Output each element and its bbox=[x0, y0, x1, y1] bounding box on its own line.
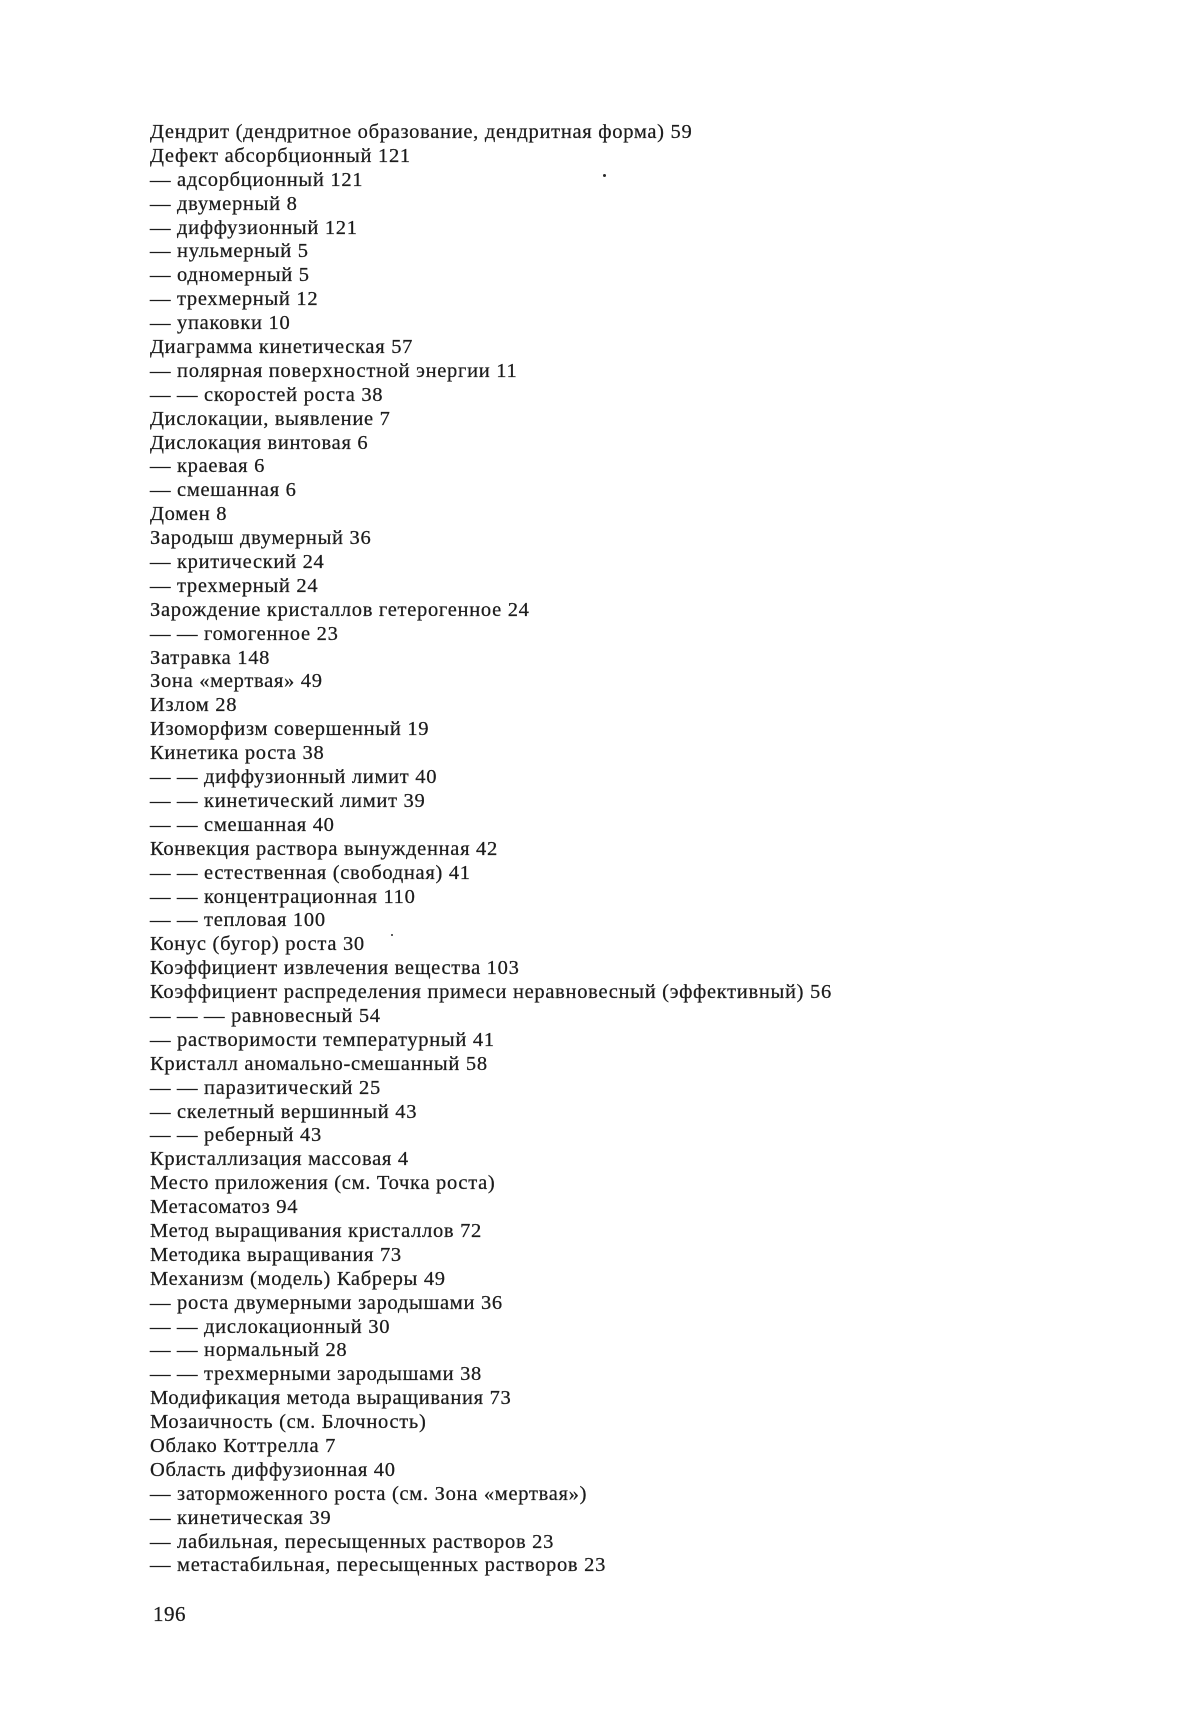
index-entry: Мозаичность (см. Блочность) bbox=[150, 1411, 427, 1434]
index-entry: — полярная поверхностной энергии 11 bbox=[150, 359, 518, 382]
index-entry: — трехмерный 24 bbox=[150, 574, 319, 597]
index-entry: — нульмерный 5 bbox=[150, 240, 309, 263]
index-entry: Область диффузионная 40 bbox=[150, 1458, 396, 1481]
ink-speck bbox=[391, 934, 393, 936]
index-entry: Затравка 148 bbox=[150, 646, 271, 669]
index-entry: — — скоростей роста 38 bbox=[150, 383, 384, 406]
index-entry: — упаковки 10 bbox=[150, 312, 291, 335]
index-entry: Дислокация винтовая 6 bbox=[150, 431, 369, 454]
index-entry: Конвекция раствора вынужденная 42 bbox=[150, 837, 498, 860]
index-entry: — заторможенного роста (см. Зона «мертвая») bbox=[150, 1482, 588, 1505]
index-entry: Метод выращивания кристаллов 72 bbox=[150, 1219, 483, 1242]
index-entry: Диаграмма кинетическая 57 bbox=[150, 336, 414, 359]
index-entry: — — концентрационная 110 bbox=[150, 885, 416, 908]
index-entry: — — реберный 43 bbox=[150, 1124, 322, 1147]
index-entry: — растворимости температурный 41 bbox=[150, 1028, 495, 1051]
index-entry: — скелетный вершинный 43 bbox=[150, 1100, 418, 1123]
index-entry: Методика выращивания 73 bbox=[150, 1243, 402, 1266]
index-entry: Место приложения (см. Точка роста) bbox=[150, 1172, 496, 1195]
index-entry: — — дислокационный 30 bbox=[150, 1315, 391, 1338]
index-entry: — краевая 6 bbox=[150, 455, 266, 478]
index-entry: — двумерный 8 bbox=[150, 192, 298, 215]
index-entry: Дефект абсорбционный 121 bbox=[150, 144, 411, 167]
index-entry: — — естественная (свободная) 41 bbox=[150, 861, 471, 884]
index-entry: — — смешанная 40 bbox=[150, 813, 335, 836]
index-entry: — — тепловая 100 bbox=[150, 909, 326, 932]
index-entry: Зарождение кристаллов гетерогенное 24 bbox=[150, 598, 530, 621]
index-entry: — — нормальный 28 bbox=[150, 1339, 348, 1362]
index-entry: Зародыш двумерный 36 bbox=[150, 527, 372, 550]
index-entry: — — гомогенное 23 bbox=[150, 622, 339, 645]
index-entry: — смешанная 6 bbox=[150, 479, 297, 502]
index-entry: — трехмерный 12 bbox=[150, 288, 319, 311]
index-entry: Кристаллизация массовая 4 bbox=[150, 1148, 409, 1171]
index-entry: — кинетическая 39 bbox=[150, 1506, 332, 1529]
index-entry: — — трехмерными зародышами 38 bbox=[150, 1363, 482, 1386]
index-entry: Домен 8 bbox=[150, 503, 228, 526]
index-entry: Метасоматоз 94 bbox=[150, 1196, 299, 1219]
index-entry: Механизм (модель) Кабреры 49 bbox=[150, 1267, 446, 1290]
index-entry: Зона «мертвая» 49 bbox=[150, 670, 323, 693]
index-entry: Дендрит (дендритное образование, дендритная форма) 59 bbox=[150, 121, 693, 143]
index-entry: Излом 28 bbox=[150, 694, 238, 717]
index-entry: Модификация метода выращивания 73 bbox=[150, 1387, 512, 1410]
page-number: 196 bbox=[153, 1602, 186, 1626]
index-entry: Облако Коттрелла 7 bbox=[150, 1434, 337, 1457]
index-entry: Коэффициент распределения примеси неравновесный (эффективный) 56 bbox=[150, 981, 832, 1004]
index-entry: Дислокации, выявление 7 bbox=[150, 407, 391, 430]
index-entry: — одномерный 5 bbox=[150, 264, 310, 287]
index-entry: — — диффузионный лимит 40 bbox=[150, 766, 438, 789]
ink-speck bbox=[603, 174, 606, 177]
subject-index-list bbox=[150, 121, 1150, 1578]
index-entry: — — паразитический 25 bbox=[150, 1076, 381, 1099]
index-entry: Конус (бугор) роста 30 bbox=[150, 933, 365, 956]
index-entry: — лабильная, пересыщенных растворов 23 bbox=[150, 1530, 555, 1553]
index-entry: — — — равновесный 54 bbox=[150, 1004, 381, 1027]
index-entry: — метастабильная, пересыщенных растворов 23 bbox=[150, 1554, 607, 1577]
index-entry: Кристалл аномально-смешанный 58 bbox=[150, 1052, 488, 1075]
index-entry: — критический 24 bbox=[150, 551, 325, 574]
index-entry: — адсорбционный 121 bbox=[150, 168, 364, 191]
index-entry: — диффузионный 121 bbox=[150, 216, 358, 239]
index-entry: — — кинетический лимит 39 bbox=[150, 789, 426, 812]
index-entry: Изоморфизм совершенный 19 bbox=[150, 718, 430, 741]
index-entry: Кинетика роста 38 bbox=[150, 742, 325, 765]
index-entry: — роста двумерными зародышами 36 bbox=[150, 1291, 503, 1314]
index-entry: Коэффициент извлечения вещества 103 bbox=[150, 957, 520, 980]
